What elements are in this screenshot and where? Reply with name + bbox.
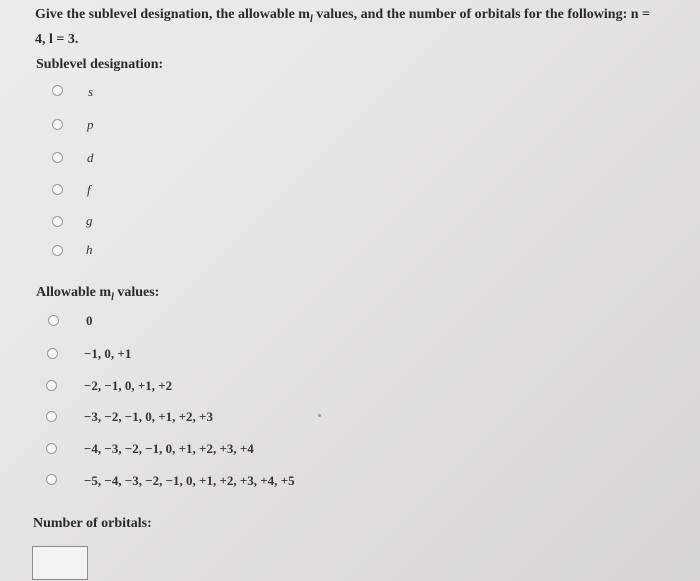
radio-button[interactable] bbox=[46, 474, 57, 485]
ml-option-3[interactable] bbox=[46, 406, 57, 426]
sublevel-option-label: s bbox=[88, 84, 94, 99]
ml-option-0[interactable] bbox=[48, 310, 59, 330]
radio-button[interactable] bbox=[47, 348, 58, 359]
orbitals-label: Number of orbitals: bbox=[33, 516, 152, 531]
sublevel-label: Sublevel designation: bbox=[36, 57, 164, 72]
radio-button[interactable] bbox=[46, 380, 57, 391]
ml-option-5[interactable] bbox=[46, 469, 57, 489]
ml-option-1[interactable] bbox=[47, 343, 58, 363]
radio-button[interactable] bbox=[48, 315, 59, 326]
ml-option-label: −4, −3, −2, −1, 0, +1, +2, +3, +4 bbox=[84, 441, 254, 456]
question-line1: Give the sublevel designation, the allowable m bbox=[35, 7, 310, 22]
sublevel-option-f[interactable] bbox=[52, 179, 63, 199]
sublevel-option-label: p bbox=[87, 117, 94, 132]
sublevel-option-g[interactable] bbox=[52, 211, 63, 231]
radio-button[interactable] bbox=[52, 184, 63, 195]
ml-option-label: −1, 0, +1 bbox=[84, 346, 132, 361]
ml-values-label bbox=[36, 285, 159, 303]
radio-button[interactable] bbox=[52, 85, 63, 96]
sublevel-option-s[interactable] bbox=[52, 80, 63, 100]
question-line2: 4, l = 3. bbox=[35, 31, 79, 47]
stray-dot bbox=[318, 414, 321, 417]
sublevel-option-p[interactable] bbox=[52, 114, 63, 134]
sublevel-option-d[interactable] bbox=[52, 147, 63, 167]
ml-label-subscript: l bbox=[111, 291, 114, 303]
ml-option-label: 0 bbox=[86, 313, 93, 328]
radio-button[interactable] bbox=[46, 411, 57, 422]
ml-option-label: −2, −1, 0, +1, +2 bbox=[84, 378, 173, 393]
ml-option-label: −5, −4, −3, −2, −1, 0, +1, +2, +3, +4, +5 bbox=[84, 473, 295, 488]
radio-button[interactable] bbox=[46, 443, 57, 454]
orbitals-answer-input[interactable] bbox=[32, 546, 88, 580]
ml-label-suffix: values: bbox=[113, 285, 160, 300]
sublevel-option-label: d bbox=[87, 150, 94, 165]
sublevel-option-label: g bbox=[86, 213, 93, 228]
question-line1-rest: values, and the number of orbitals for the following: n = bbox=[312, 7, 650, 22]
sublevel-option-label: f bbox=[87, 182, 91, 197]
ml-option-4[interactable] bbox=[46, 438, 57, 458]
sublevel-option-h[interactable] bbox=[52, 240, 63, 260]
sublevel-option-label: h bbox=[86, 242, 93, 257]
radio-button[interactable] bbox=[52, 216, 63, 227]
question-ml-subscript: l bbox=[309, 13, 313, 25]
radio-button[interactable] bbox=[52, 119, 63, 130]
question-text bbox=[35, 5, 695, 50]
ml-option-label: −3, −2, −1, 0, +1, +2, +3 bbox=[84, 409, 213, 424]
ml-option-2[interactable] bbox=[46, 375, 57, 395]
radio-button[interactable] bbox=[52, 245, 63, 256]
ml-label-prefix: Allowable m bbox=[36, 285, 112, 300]
radio-button[interactable] bbox=[52, 152, 63, 163]
